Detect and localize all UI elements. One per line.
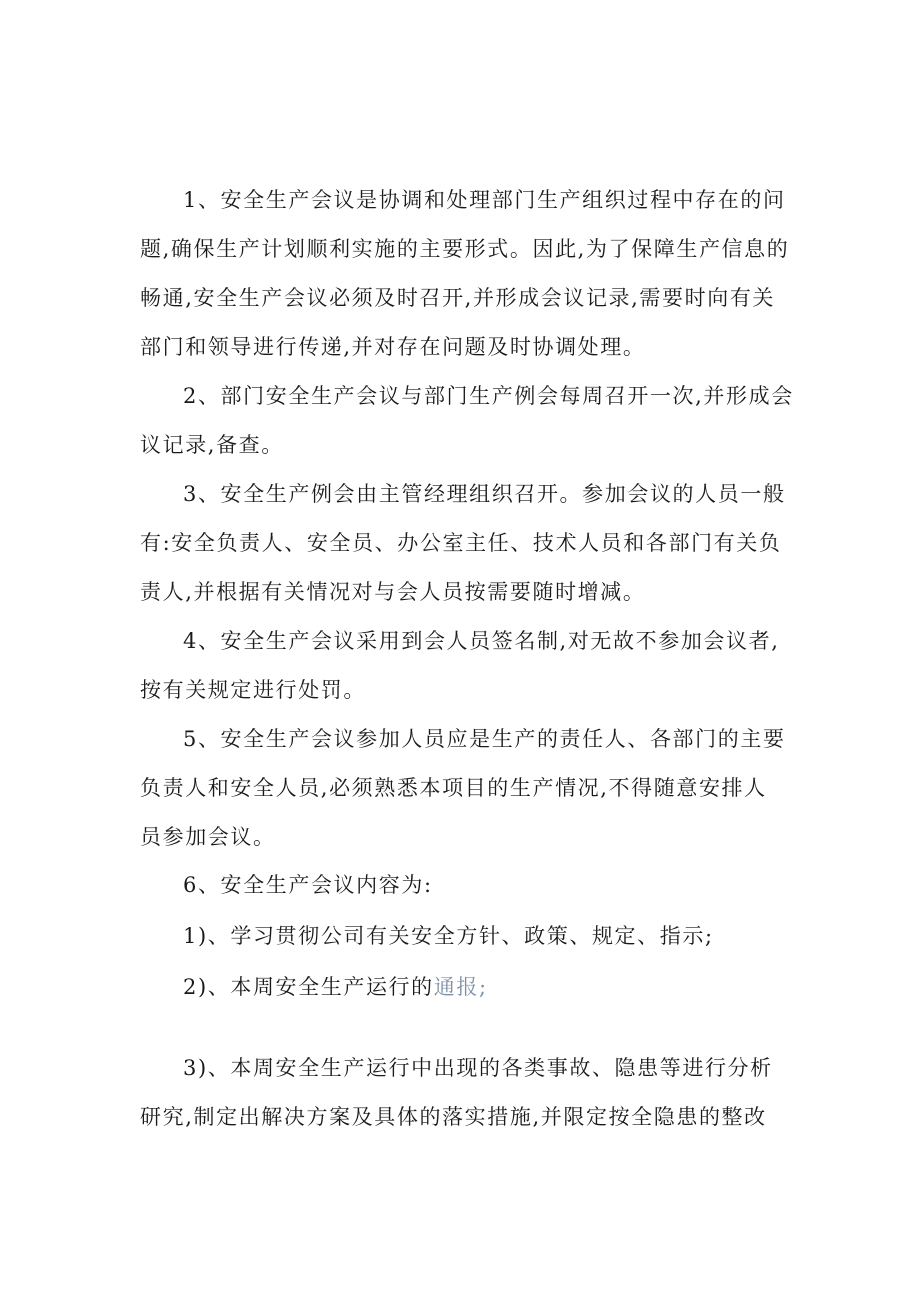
paragraph-line: 畅通,安全生产会议必须及时召开,并形成会议记录,需要时向有关 [140, 286, 776, 310]
paragraph-line: 3)、本周安全生产运行中出现的各类事故、隐患等进行分析 [183, 1056, 773, 1080]
paragraph-line: 员参加会议。 [140, 825, 276, 849]
paragraph-line: 研究,制定出解决方案及具体的落实措施,并限定按全隐患的整改 [140, 1105, 767, 1129]
paragraph-line: 负责人和安全人员,必须熟悉本项目的生产情况,不得随意安排人 [140, 776, 767, 800]
list-item-text: 2)、本周安全生产运行的 [183, 975, 434, 999]
paragraph-line: 6、安全生产会议内容为: [183, 873, 433, 897]
paragraph-3 [140, 470, 786, 617]
paragraph-line: 部门和领导进行传递,并对存在问题及时协调处理。 [140, 335, 646, 359]
paragraph-line: 按有关规定进行处罚。 [140, 678, 366, 702]
paragraph-5 [140, 715, 786, 862]
paragraph-line: 5、安全生产会议参加人员应是生产的责任人、各部门的主要 [183, 727, 786, 751]
paragraph-2 [140, 372, 794, 470]
paragraph-line: 4、安全生产会议采用到会人员签名制,对无故不参加会议者, [183, 629, 780, 653]
list-item-3 [140, 1044, 780, 1142]
paragraph-1 [140, 176, 790, 372]
paragraph-line: 议记录,备查。 [140, 433, 284, 457]
paragraph-4 [140, 617, 780, 715]
paragraph-line: 责人,并根据有关情况对与会人员按需要随时增减。 [140, 580, 646, 604]
paragraph-line: 题,确保生产计划顺利实施的主要形式。因此,为了保障生产信息的 [140, 237, 790, 261]
paragraph-line: 1)、学习贯彻公司有关安全方针、政策、规定、指示; [183, 924, 714, 948]
list-item-1 [140, 912, 780, 961]
paragraph-line: 1、安全生产会议是协调和处理部门生产组织过程中存在的问 [183, 188, 786, 212]
list-item-2 [140, 963, 780, 1012]
paragraph-line: 3、安全生产例会由主管经理组织召开。参加会议的人员一般 [183, 482, 786, 506]
paragraph-line: 2、部门安全生产会议与部门生产例会每周召开一次,并形成会 [183, 384, 794, 408]
paragraph-line: 有:安全负责人、安全员、办公室主任、技术人员和各部门有关负 [140, 531, 782, 555]
paragraph-6 [140, 861, 780, 910]
paragraph-line [140, 963, 780, 1012]
notice-link[interactable]: 通报; [433, 975, 488, 999]
